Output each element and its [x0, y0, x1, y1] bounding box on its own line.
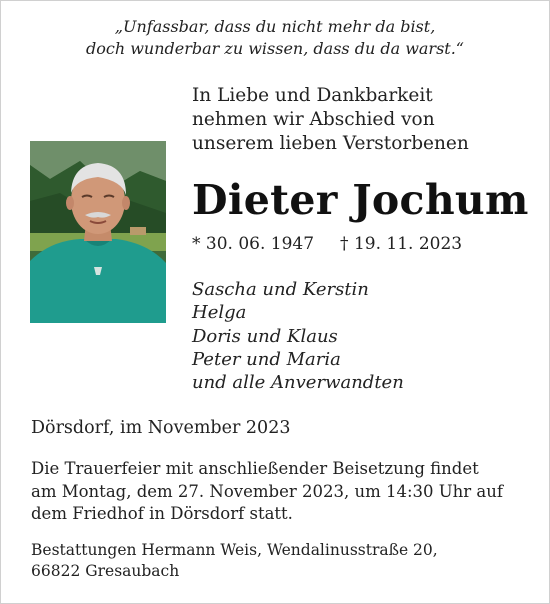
intro-line-2: nehmen wir Abschied von: [192, 109, 435, 130]
intro-line-1: In Liebe und Dankbarkeit: [192, 85, 433, 106]
intro-line-3: unserem lieben Verstorbenen: [192, 133, 469, 154]
quote-line-1: „Unfassbar, dass du nicht mehr da bist,: [114, 17, 436, 36]
funeral-service-info: [31, 458, 531, 526]
place-and-date: Dörsdorf, im November 2023: [31, 418, 291, 438]
mourners-list: [192, 278, 404, 394]
deceased-name: Dieter Jochum: [192, 176, 529, 224]
service-line-1: Die Trauerfeier mit anschließender Beisetzung findet: [31, 459, 479, 478]
intro-text: [192, 84, 469, 156]
mourner-entry: Helga: [192, 302, 247, 324]
undertaker-line-2: 66822 Gresaubach: [31, 562, 180, 580]
undertaker-info: [31, 540, 438, 582]
portrait-photo: [30, 141, 166, 323]
quote-line-2: doch wunderbar zu wissen, dass du da warst.“: [86, 39, 464, 58]
undertaker-line-1: Bestattungen Hermann Weis, Wendalinusstraße 20,: [31, 541, 438, 559]
service-line-2: am Montag, dem 27. November 2023, um 14:30 Uhr auf: [31, 481, 503, 501]
birth-date: * 30. 06. 1947: [192, 234, 315, 254]
life-dates: [192, 232, 462, 256]
memorial-quote: [0, 16, 550, 60]
mourner-entry: Sascha und Kerstin: [192, 279, 369, 300]
death-date: † 19. 11. 2023: [340, 234, 463, 254]
mourner-entry: und alle Anverwandten: [192, 372, 404, 394]
mourner-entry: Peter und Maria: [192, 348, 341, 370]
mourner-entry: Doris und Klaus: [192, 325, 338, 347]
service-line-3: dem Friedhof in Dörsdorf statt.: [31, 504, 293, 523]
